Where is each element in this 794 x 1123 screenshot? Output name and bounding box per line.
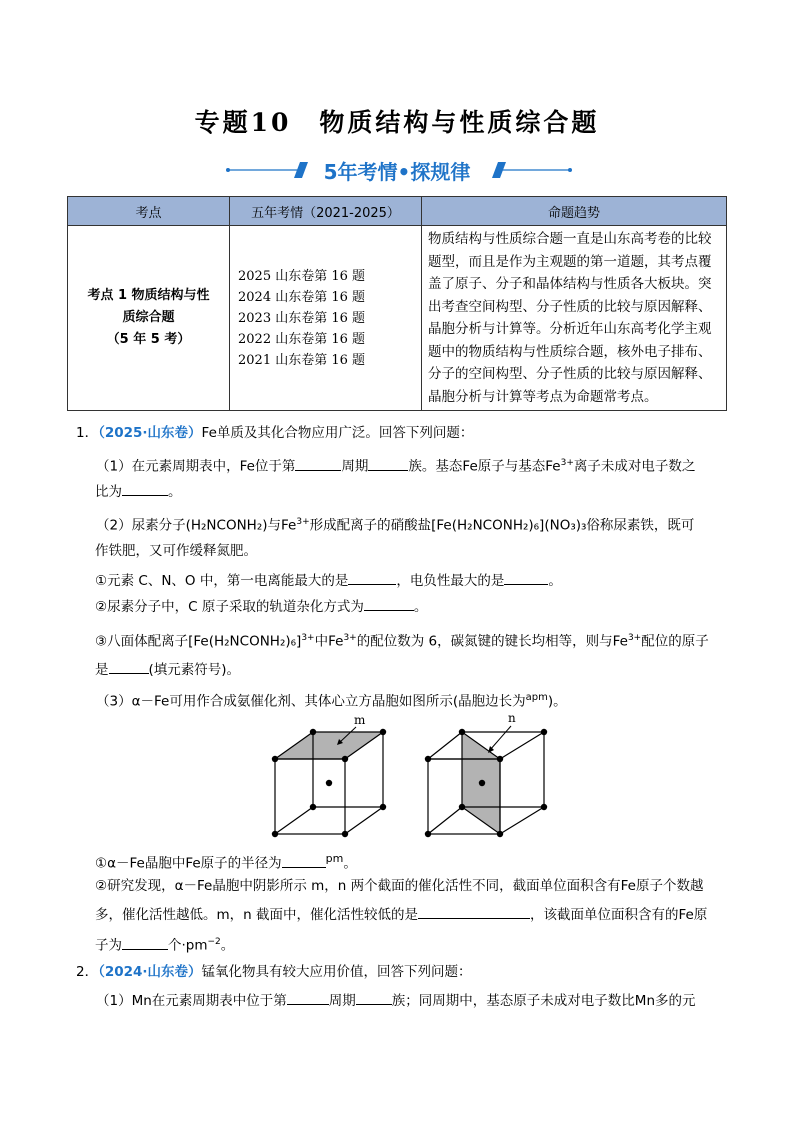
question-number: 1． — [76, 425, 99, 441]
question-number: 2． — [76, 964, 99, 980]
q1-sub3 — [95, 628, 755, 652]
text: 。 — [343, 855, 357, 872]
answer-blank[interactable] — [109, 659, 149, 674]
q1-sub3-cont — [95, 659, 755, 680]
text: ③八面体配离子 — [95, 633, 189, 650]
question-source: （2024·山东卷） — [98, 964, 202, 980]
text: ①元素 C、N、O 中，第一电离能最大的是 — [95, 573, 349, 589]
kaodian-cell — [68, 226, 230, 411]
superscript: 3+ — [627, 633, 642, 643]
text: 比为 — [95, 484, 122, 500]
section-subtitle: 5年考情•探规律 — [323, 160, 471, 184]
year-item: 2025 山东卷第 16 题 — [238, 268, 366, 284]
text: 形成配离子的硝酸盐 — [309, 517, 432, 534]
answer-blank[interactable] — [295, 456, 341, 471]
text: 。 — [220, 937, 235, 954]
page-title: 专题10 物质结构与性质综合题 — [194, 108, 600, 137]
text: 。 — [413, 599, 428, 615]
question-intro: Fe单质及其化合物应用广泛。回答下列问题： — [201, 425, 474, 441]
answer-blank[interactable] — [287, 990, 329, 1005]
superscript: 3+ — [296, 517, 310, 527]
question-1-header — [76, 423, 736, 443]
cube-m-icon — [272, 713, 386, 837]
text: 。 — [548, 573, 562, 589]
text: ②研究发现，α－Fe晶胞中阴影所示 m，n 两个截面的催化活性不同，截面单位面积含有Fe原子个数越 — [95, 878, 704, 894]
answer-blank[interactable] — [356, 990, 392, 1005]
answer-blank[interactable] — [504, 570, 548, 585]
table-header: 五年考情（2021-2025） — [230, 197, 422, 226]
text: 。 — [168, 484, 182, 500]
answer-blank[interactable] — [282, 853, 326, 868]
unit: pm — [325, 852, 344, 865]
text: 离子未成对电子数之 — [573, 458, 696, 475]
text: 是 — [95, 662, 109, 678]
text: 与Fe — [267, 517, 297, 534]
table-header-row — [68, 197, 727, 226]
answer-blank[interactable] — [368, 456, 408, 471]
superscript: 3+ — [343, 633, 357, 643]
superscript: 3+ — [560, 458, 574, 468]
years-cell — [230, 226, 422, 411]
cube-n-icon — [425, 711, 547, 837]
q1-part1 — [96, 453, 756, 477]
text: 周期 — [328, 993, 356, 1009]
q1-sub2 — [95, 596, 755, 617]
year-item: 2023 山东卷第 16 题 — [238, 310, 366, 326]
q2-part1 — [96, 990, 756, 1011]
year-item: 2024 山东卷第 16 题 — [238, 289, 366, 305]
text: 个·pm — [168, 937, 208, 954]
answer-blank[interactable] — [348, 570, 396, 585]
year-item: 2021 山东卷第 16 题 — [238, 352, 366, 368]
label-n: n — [508, 711, 516, 725]
trend-cell: 物质结构与性质综合题一直是山东高考卷的比较题型，而且是作为主观题的第一道题，其考点覆盖了原子、分子和晶体结构与性质各大板块。突出考查空间构型、分子性质的比较与原因解释、晶胞分析与计算等。分析近年山东高考化学主观题中的物质结构与性质综合题，核外电子排布、分子的空间构型、分子性质的比较与原因解释、晶胞分析与计算等考点为命题常考点。 — [422, 226, 727, 411]
answer-blank[interactable] — [122, 935, 168, 950]
formula: (H₂NCONH₂) — [185, 517, 268, 534]
q1-part2-cont — [95, 541, 755, 561]
superscript: 3+ — [301, 633, 315, 643]
text: 配位的原子 — [641, 633, 709, 650]
text: ，电负性最大的是 — [396, 573, 505, 589]
label-m: m — [354, 713, 366, 727]
text: 周期 — [341, 458, 369, 475]
formula: [Fe(H₂NCONH₂)₆](NO₃)₃ — [431, 517, 587, 534]
table-header: 命题趋势 — [422, 197, 727, 226]
unit: apm — [525, 692, 548, 703]
text: 俗称尿素铁，既可 — [586, 517, 695, 534]
q1-part3 — [96, 688, 756, 712]
text: 族；同周期中，基态原子未成对电子数比Mn多的元 — [391, 993, 696, 1009]
question-source: （2025·山东卷） — [98, 425, 202, 441]
answer-blank[interactable] — [364, 596, 414, 611]
q1-part2 — [96, 512, 756, 536]
q1-t2 — [95, 876, 755, 896]
q1-t1 — [95, 849, 755, 874]
q1-t2-cont — [95, 904, 755, 925]
text: 族。基态Fe原子与基态Fe — [408, 458, 561, 475]
answer-blank[interactable] — [418, 904, 530, 919]
text: 作铁肥，又可作缓释氮肥。 — [95, 543, 257, 559]
q1-t2-cont2 — [95, 932, 755, 956]
superscript: −2 — [207, 937, 221, 947]
text: ②尿素分子中，C 原子采取的轨道杂化方式为 — [95, 599, 364, 615]
kaodian-line: 考点 1 物质结构与性 — [87, 288, 210, 303]
text: 子为 — [95, 937, 122, 954]
kaodian-line: 质综合题 — [122, 310, 175, 325]
year-item: 2022 山东卷第 16 题 — [238, 331, 366, 347]
exam-analysis-table — [67, 196, 727, 411]
text: 的配位数为 6，碳氮键的键长均相等，则与Fe — [356, 633, 628, 650]
table-row — [68, 226, 727, 411]
table-header: 考点 — [68, 197, 230, 226]
text: （3）α－Fe可用作合成氨催化剂、其体心立方晶胞如图所示(晶胞边长为 — [96, 693, 526, 710]
text: (填元素符号)。 — [148, 662, 241, 678]
q1-part1-cont — [95, 481, 755, 502]
text: （1）在元素周期表中，Fe位于第 — [96, 458, 296, 475]
question-intro: 锰氧化物具有较大应用价值，回答下列问题： — [201, 964, 472, 980]
formula: [Fe(H₂NCONH₂)₆] — [188, 633, 302, 650]
text: )。 — [547, 693, 567, 710]
text: （1）Mn在元素周期表中位于第 — [96, 993, 287, 1009]
text: ①α－Fe晶胞中Fe原子的半径为 — [95, 855, 282, 872]
question-2-header — [76, 962, 736, 982]
kaodian-line: （5 年 5 考） — [106, 332, 191, 347]
text: （2）尿素分子 — [96, 517, 186, 534]
text: 多，催化活性越低。m，n 截面中，催化活性较低的是 — [95, 907, 418, 923]
section-banner — [0, 150, 794, 190]
bcc-unit-cell-figure — [265, 710, 555, 845]
q1-sub1 — [95, 570, 755, 591]
text: 中Fe — [314, 633, 344, 650]
answer-blank[interactable] — [122, 481, 168, 496]
text: ，该截面单位面积含有的Fe原 — [530, 907, 708, 923]
